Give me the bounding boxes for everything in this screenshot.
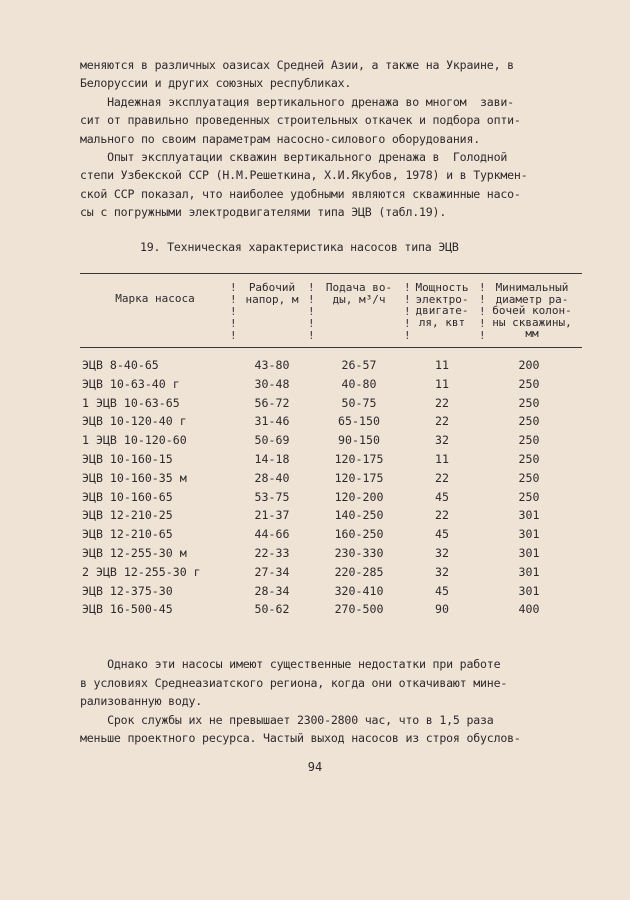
text-line: Срок службы их не превышает 2300-2800 час, что в 1,5 раза xyxy=(80,712,494,727)
column-separator: ! ! ! ! ! xyxy=(308,281,315,342)
table-cell-power: 22 xyxy=(435,470,449,485)
table-cell-diameter: 250 xyxy=(518,376,540,391)
text-line: степи Узбекской ССР (Н.М.Решеткина, Х.И.Якубов, 1978) и в Туркмен- xyxy=(80,168,528,183)
table-cell-feed: 65-150 xyxy=(338,414,380,429)
table-cell-feed: 90-150 xyxy=(338,433,380,448)
table-cell-name: ЭЦВ 10-160-15 xyxy=(82,452,173,466)
page-number: 94 xyxy=(307,760,323,774)
header-diameter-line-2: диаметр ра- xyxy=(495,292,569,306)
table-cell-head: 44-66 xyxy=(254,527,290,542)
table-cell-diameter: 250 xyxy=(518,470,540,485)
text-line: Однако эти насосы имеют существенные недостатки при работе xyxy=(80,657,501,671)
table-cell-power: 11 xyxy=(435,376,449,391)
table-cell-power: 32 xyxy=(435,564,449,579)
table-cell-name: ЭЦВ 10-63-40 г xyxy=(82,376,180,391)
column-separator: ! ! ! ! ! xyxy=(404,281,411,342)
table-top-rule xyxy=(80,273,582,274)
header-diameter-line-5: мм xyxy=(525,327,539,340)
header-feed-line-2: ды, м³/ч xyxy=(332,292,386,306)
text-line: сы с погружными электродвигателями типа ЭЦВ (табл.19). xyxy=(80,205,447,220)
table-cell-head: 21-37 xyxy=(254,508,290,523)
table-cell-head: 28-34 xyxy=(254,583,290,598)
table-cell-diameter: 301 xyxy=(518,527,540,542)
table-cell-name: ЭЦВ 12-375-30 xyxy=(82,583,173,598)
header-name-line-1: Марка насоса xyxy=(115,292,195,305)
text-line: Надежная эксплуатация вертикального дренажа во многом зави- xyxy=(80,94,514,109)
table-header-rule xyxy=(80,347,582,348)
table-cell-name: ЭЦВ 10-120-40 г xyxy=(82,414,187,429)
table-cell-power: 11 xyxy=(435,452,449,466)
table-cell-diameter: 250 xyxy=(518,414,540,429)
table-cell-name: ЭЦВ 10-160-35 м xyxy=(82,470,187,485)
table-cell-head: 31-46 xyxy=(254,414,290,429)
column-separator: ! ! ! ! ! xyxy=(479,281,486,342)
table-cell-name: 2 ЭЦВ 12-255-30 г xyxy=(82,564,201,579)
table-cell-diameter: 301 xyxy=(518,508,540,523)
table-cell-name: ЭЦВ 12-255-30 м xyxy=(82,546,187,560)
table-cell-name: ЭЦВ 8-40-65 xyxy=(82,358,159,372)
table-cell-name: 1 ЭЦВ 10-120-60 xyxy=(82,433,187,448)
header-power xyxy=(410,282,474,328)
table-cell-power: 32 xyxy=(435,546,449,560)
header-diameter xyxy=(484,282,580,340)
header-feed-line-1: Подача во- xyxy=(325,281,393,294)
table-cell-feed: 50-75 xyxy=(341,395,377,410)
header-head-line-1: Рабочий xyxy=(248,281,296,294)
table-cell-head: 50-62 xyxy=(254,602,290,617)
header-power-line-2: электро- xyxy=(415,292,469,306)
table-cell-head: 30-48 xyxy=(254,376,290,391)
table-caption: 19. Техническая характеристика насосов типа ЭЦВ xyxy=(140,240,459,254)
table-cell-feed: 26-57 xyxy=(341,358,377,372)
table-cell-diameter: 250 xyxy=(518,433,540,448)
column-separator: ! ! ! ! ! xyxy=(230,281,237,342)
header-head xyxy=(240,282,304,305)
table-cell-head: 28-40 xyxy=(254,470,290,485)
table-cell-head: 22-33 xyxy=(254,546,290,560)
header-diameter-line-3: бочей колон- xyxy=(492,304,572,317)
table-cell-power: 22 xyxy=(435,395,449,410)
table-cell-power: 90 xyxy=(435,602,449,617)
header-head-line-2: напор, м xyxy=(245,292,299,306)
table-cell-head: 53-75 xyxy=(254,489,290,504)
table-cell-diameter: 301 xyxy=(518,546,540,560)
table-cell-head: 50-69 xyxy=(254,433,290,448)
text-line: меньше проектного ресурса. Частый выход насосов из строя обуслов- xyxy=(80,731,521,746)
header-feed xyxy=(318,282,400,305)
table-cell-feed: 230-330 xyxy=(334,546,384,560)
table-cell-name: ЭЦВ 10-160-65 xyxy=(82,489,173,504)
text-line: Белоруссии и других союзных республиках. xyxy=(80,76,352,91)
table-cell-power: 45 xyxy=(435,583,449,598)
text-line: меняются в различных оазисах Средней Азии, а также на Украине, в xyxy=(80,58,514,72)
text-line: сит от правильно проведенных строительных откачек и подбора опти- xyxy=(80,113,521,128)
table-cell-feed: 220-285 xyxy=(334,564,384,579)
table-cell-name: ЭЦВ 12-210-25 xyxy=(82,508,173,523)
table-cell-diameter: 250 xyxy=(518,452,540,466)
text-line: в условиях Среднеазиатского региона, когда они откачивают мине- xyxy=(80,675,508,690)
table-cell-diameter: 250 xyxy=(518,489,540,504)
table-cell-feed: 120-175 xyxy=(334,470,384,485)
table-cell-feed: 320-410 xyxy=(334,583,384,598)
text-line: ской ССР показал, что наиболее удобными являются скважинные насо- xyxy=(80,186,521,201)
header-power-line-3: двигате- xyxy=(415,304,469,317)
table-cell-feed: 40-80 xyxy=(341,376,377,391)
table-cell-feed: 160-250 xyxy=(334,527,384,542)
table-cell-name: ЭЦВ 12-210-65 xyxy=(82,527,173,542)
table-cell-diameter: 200 xyxy=(518,358,540,372)
table-cell-power: 11 xyxy=(435,358,449,372)
header-name xyxy=(100,293,210,305)
table-cell-head: 27-34 xyxy=(254,564,290,579)
table-cell-head: 56-72 xyxy=(254,395,290,410)
header-diameter-line-4: ны скважины, xyxy=(492,315,572,329)
table-cell-power: 22 xyxy=(435,508,449,523)
table-cell-power: 32 xyxy=(435,433,449,448)
table-cell-power: 45 xyxy=(435,489,449,504)
table-cell-feed: 120-175 xyxy=(334,452,384,466)
table-cell-diameter: 400 xyxy=(518,602,540,617)
table-cell-power: 45 xyxy=(435,527,449,542)
table-cell-head: 43-80 xyxy=(254,358,290,372)
table-cell-feed: 270-500 xyxy=(334,602,384,617)
header-diameter-line-1: Минимальный xyxy=(495,281,569,294)
table-cell-name: 1 ЭЦВ 10-63-65 xyxy=(82,395,180,410)
table-cell-feed: 120-200 xyxy=(334,489,384,504)
text-line: мального по своим параметрам насосно-силового оборудования. xyxy=(80,131,481,146)
header-power-line-1: Мощность xyxy=(415,281,469,294)
table-cell-name: ЭЦВ 16-500-45 xyxy=(82,602,173,617)
text-line: рализованную воду. xyxy=(80,694,203,709)
header-power-line-4: ля, квт xyxy=(418,315,466,329)
table-cell-diameter: 250 xyxy=(518,395,540,410)
text-line: Опыт эксплуатации скважин вертикального дренажа в Голодной xyxy=(80,150,508,164)
table-cell-diameter: 301 xyxy=(518,564,540,579)
table-cell-power: 22 xyxy=(435,414,449,429)
table-cell-feed: 140-250 xyxy=(334,508,384,523)
table-cell-diameter: 301 xyxy=(518,583,540,598)
table-cell-head: 14-18 xyxy=(254,452,290,466)
